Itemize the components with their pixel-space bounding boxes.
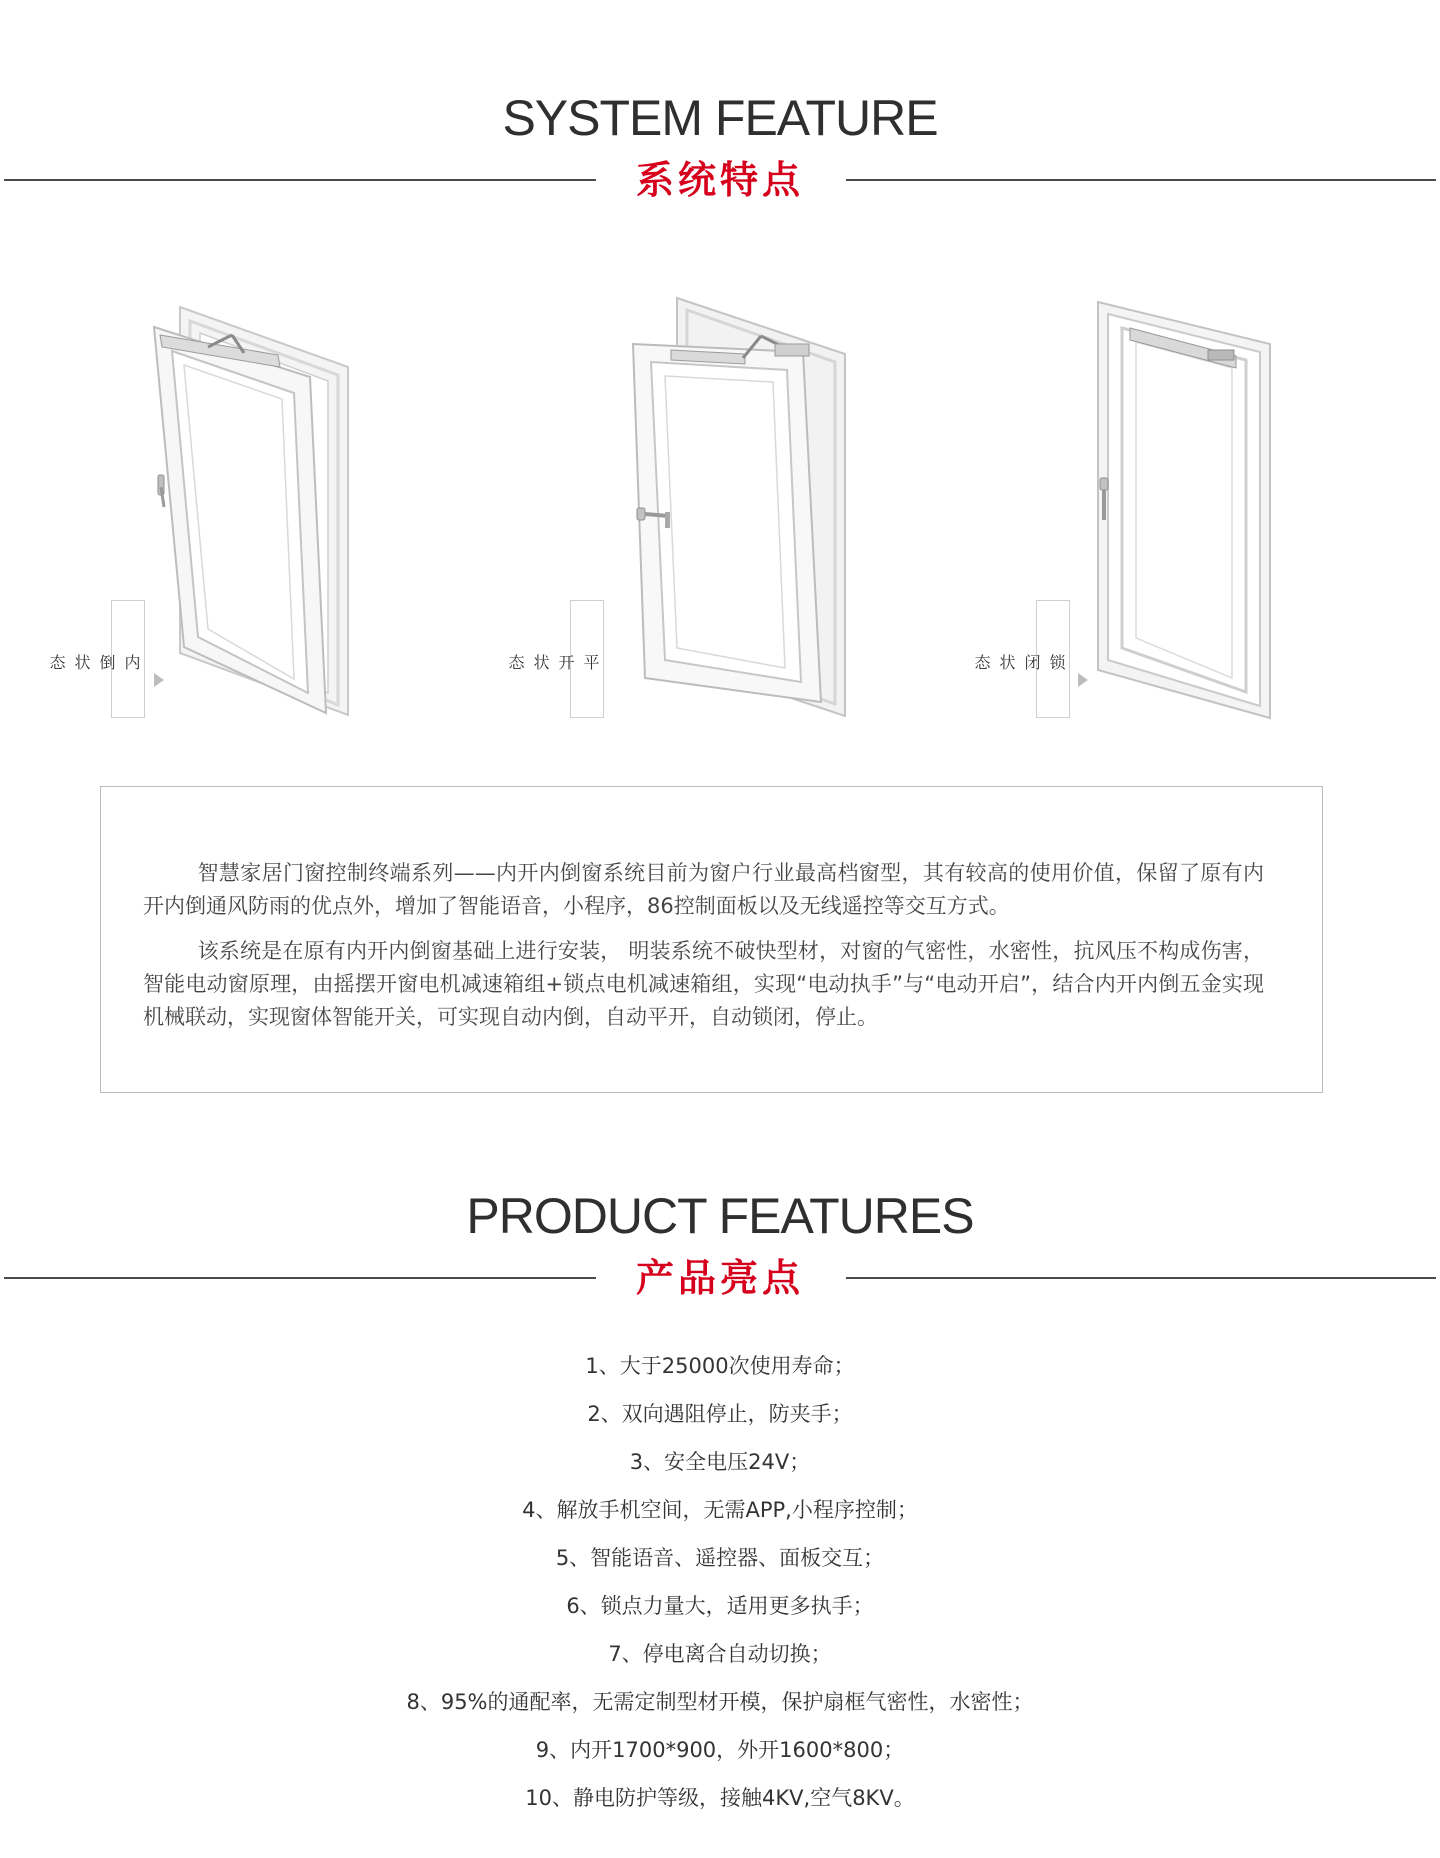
state-label-char: 内: [122, 654, 141, 671]
description-paragraph: 智慧家居门窗控制终端系列——内开内倒窗系统目前为窗户行业最高档窗型，其有较高的使用价值，保留了原有内开内倒通风防雨的优点外，增加了智能语音，小程序，86控制面板以及无线遥控等交互方式。: [143, 861, 1264, 918]
feature-item: 10、静电防护等级，接触4KV,空气8KV。: [525, 1786, 915, 1810]
state-label-char: 闭: [1022, 654, 1041, 671]
state-label-char: 状: [997, 654, 1016, 671]
feature-item: 8、95%的通配率，无需定制型材开模，保护扇框气密性，水密性；: [406, 1690, 1034, 1714]
state-label-char: 开: [556, 654, 575, 671]
system-feature-heading: [0, 88, 1440, 208]
casement-window-illustration: [625, 292, 850, 717]
description-paragraph: 该系统是在原有内开内倒窗基础上进行安装， 明装系统不破快型材，对窗的气密性，水密性，抗风压不构成伤害，智能电动窗原理，由摇摆开窗电机减速箱组+锁点电机减速箱组，实现“电动执手”与“电动开启”，结合内开内倒五金实现机械联动，实现窗体智能开关，可实现自动内倒，自动平开，自动锁闭，停止。: [143, 939, 1264, 1029]
state-label-char: 平: [581, 654, 600, 671]
feature-item: 9、内开1700*900，外开1600*800；: [535, 1738, 905, 1762]
feature-item: 3、安全电压24V；: [629, 1450, 811, 1474]
state-label-tilt: [47, 600, 145, 718]
feature-item: 5、智能语音、遥控器、面板交互；: [555, 1546, 885, 1570]
play-arrow-icon: [154, 673, 164, 687]
system-feature-title-cn: 系统特点: [635, 158, 804, 202]
feature-item: 6、锁点力量大，适用更多执手；: [566, 1594, 874, 1618]
system-description-box: [100, 786, 1323, 1093]
feature-item: 1、大于25000次使用寿命；: [585, 1354, 855, 1378]
divider-line-right: [846, 179, 1436, 181]
feature-item: 7、停电离合自动切换；: [608, 1642, 832, 1666]
state-label-casement: [506, 600, 604, 718]
state-label-char: 态: [506, 654, 525, 671]
state-label-locked: [972, 600, 1070, 718]
product-features-list: [0, 1342, 1440, 1822]
product-features-title-cn: 产品亮点: [635, 1256, 804, 1300]
divider-line-right: [846, 1277, 1436, 1279]
divider-line-left: [4, 1277, 596, 1279]
system-feature-title-en: SYSTEM FEATURE: [502, 90, 938, 146]
play-arrow-icon: [1078, 673, 1088, 687]
state-label-char: 态: [47, 654, 66, 671]
tilt-window-illustration: [148, 295, 358, 720]
state-label-char: 倒: [97, 654, 116, 671]
state-label-char: 态: [972, 654, 991, 671]
product-features-title-row: [0, 1250, 1440, 1306]
product-features-heading: [0, 1186, 1440, 1306]
system-feature-title-row: [0, 152, 1440, 208]
feature-item: 4、解放手机空间，无需APP,小程序控制；: [522, 1498, 918, 1522]
locked-window-illustration: [1090, 298, 1280, 723]
divider-line-left: [4, 179, 596, 181]
state-label-char: 锁: [1047, 654, 1066, 671]
product-features-title-en: PRODUCT FEATURES: [466, 1188, 974, 1244]
state-label-char: 状: [531, 654, 550, 671]
feature-item: 2、双向遇阻停止，防夹手；: [587, 1402, 853, 1426]
state-label-char: 状: [72, 654, 91, 671]
